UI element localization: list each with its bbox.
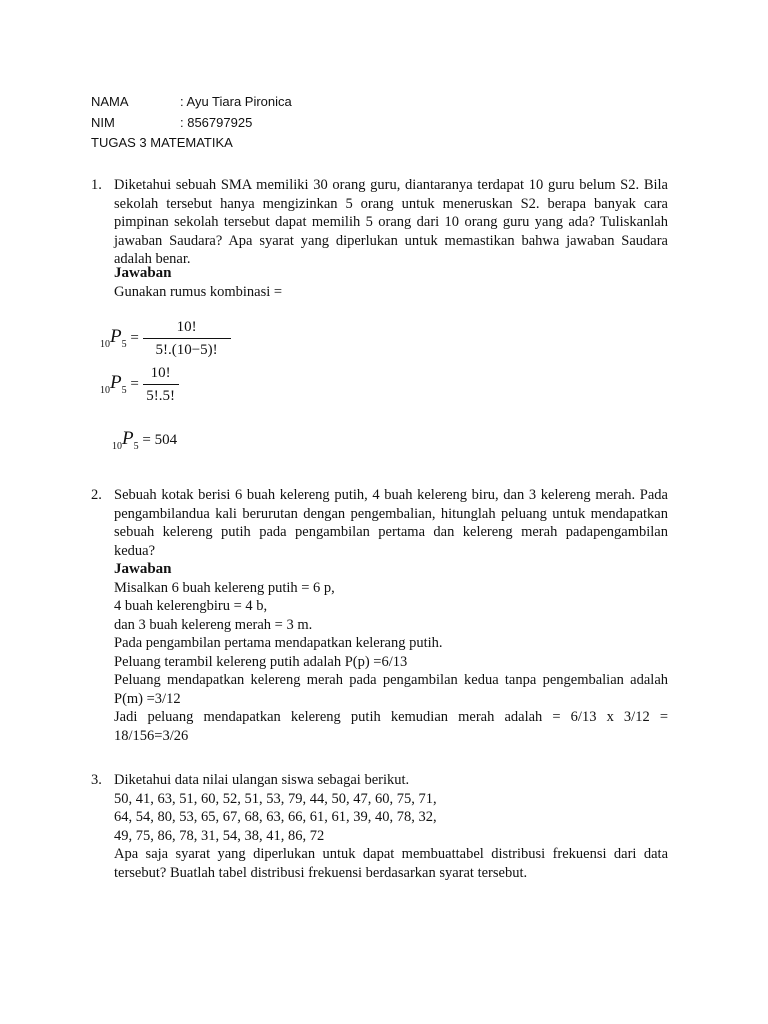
formula-post-subscript: 5 xyxy=(133,441,139,452)
question-2-line: sebuah kelereng putih pada pengambilan pertama dan kelereng merah padapengambilan xyxy=(114,524,668,540)
fraction-numerator: 10! xyxy=(143,364,179,385)
assignment-title: TUGAS 3 MATEMATIKA xyxy=(91,135,233,150)
question-1-line: jawaban Saudara? Apa syarat yang diperlukan untuk memastikan bahwa jawaban Saudara xyxy=(114,232,668,249)
formula-line-3 xyxy=(112,430,177,451)
question-2-line: pengambilandua kali berurutan dengan pengembalian, hitunglah peluang untuk mendapatkan xyxy=(114,505,668,522)
answer-intro: Gunakan rumus kombinasi = xyxy=(114,283,283,300)
formula-equals: = xyxy=(130,329,139,346)
nim-label: NIM xyxy=(91,115,115,130)
answer-line: Pada pengambilan pertama mendapatkan kelerang putih. xyxy=(114,635,443,651)
question-1-line: Diketahui sebuah SMA memiliki 30 orang guru, diantaranya terdapat 10 guru belum S2. Bila xyxy=(114,177,668,193)
formula-fraction-1 xyxy=(143,318,231,359)
formula-symbol: P xyxy=(110,371,122,393)
question-1-line: adalah benar. xyxy=(114,251,191,267)
answer-line: dan 3 buah kelereng merah = 3 m. xyxy=(114,616,313,633)
answer-line: Peluang mendapatkan kelereng merah pada pengambilan kedua tanpa pengembalian adalah xyxy=(114,672,668,688)
question-3-number: 3. xyxy=(91,772,102,788)
question-1-line: sekolah tersebut hanya mengizinkan 5 orang untuk meneruskan S2. berapa banyak cara xyxy=(114,195,668,212)
formula-post-subscript: 5 xyxy=(121,384,127,396)
data-values-line: 50, 41, 63, 51, 60, 52, 51, 53, 79, 44, 50, 47, 60, 75, 71, xyxy=(114,790,437,807)
question-1-answer-heading xyxy=(114,264,668,301)
formula-pre-subscript: 10 xyxy=(100,384,110,396)
answer-line: P(m) =3/12 xyxy=(114,690,181,707)
answer-line: Misalkan 6 buah kelereng putih = 6 p, xyxy=(114,579,335,596)
nim-row xyxy=(91,113,252,133)
formula-post-subscript: 5 xyxy=(121,338,127,350)
question-1-line: pimpinan sekolah tersebut dapat memilih 5 orang dari 10 orang guru yang ada? Tuliskanlah xyxy=(114,214,668,230)
formula-equals: = xyxy=(142,432,151,448)
formula-fraction-2 xyxy=(143,364,179,405)
fraction-denominator: 5!.(10−5)! xyxy=(155,342,218,358)
question-1-text xyxy=(114,176,668,269)
fraction-numerator: 10! xyxy=(143,318,231,339)
formula-line-1 xyxy=(100,318,231,359)
formula-result: 504 xyxy=(154,432,178,448)
answer-line: 4 buah kelerengbiru = 4 b, xyxy=(114,598,268,614)
answer-line: Peluang terambil kelereng putih adalah P(p) =6/13 xyxy=(114,653,408,670)
data-values-line: 49, 75, 86, 78, 31, 54, 38, 41, 86, 72 xyxy=(114,827,325,844)
question-3-line: Apa saja syarat yang diperlukan untuk dapat membuattabel distribusi frekuensi dari data xyxy=(114,846,668,862)
formula-pre-subscript: 10 xyxy=(100,338,110,350)
answer-heading: Jawaban xyxy=(114,561,172,577)
name-row xyxy=(91,92,292,112)
question-3-line: tersebut? Buatlah tabel distribusi frekuensi berdasarkan syarat tersebut. xyxy=(114,864,528,881)
formula-line-2 xyxy=(100,364,179,405)
answer-heading: Jawaban xyxy=(114,265,172,281)
question-2-text xyxy=(114,486,668,745)
formula-pre-subscript: 10 xyxy=(112,441,122,452)
question-2-line: Sebuah kotak berisi 6 buah kelereng putih, 4 buah kelereng biru, dan 3 kelereng merah. Pada xyxy=(114,487,668,503)
answer-line: Jadi peluang mendapatkan kelereng putih kemudian merah adalah = 6/13 x 3/12 = xyxy=(114,709,668,725)
name-value: : Ayu Tiara Pironica xyxy=(180,94,292,109)
nim-value: : 856797925 xyxy=(180,115,253,130)
fraction-denominator: 5!.5! xyxy=(146,388,175,404)
question-3-line: Diketahui data nilai ulangan siswa sebagai berikut. xyxy=(114,772,410,788)
name-label: NAMA xyxy=(91,94,129,109)
question-2-number: 2. xyxy=(91,487,102,503)
formula-symbol: P xyxy=(122,428,134,449)
question-3-text xyxy=(114,771,668,882)
question-1-number: 1. xyxy=(91,177,102,193)
data-values-line: 64, 54, 80, 53, 65, 67, 68, 63, 66, 61, 61, 39, 40, 78, 32, xyxy=(114,809,437,825)
answer-line: 18/156=3/26 xyxy=(114,727,189,744)
formula-symbol: P xyxy=(110,325,122,347)
formula-equals: = xyxy=(130,375,139,392)
question-2-line: kedua? xyxy=(114,542,156,559)
